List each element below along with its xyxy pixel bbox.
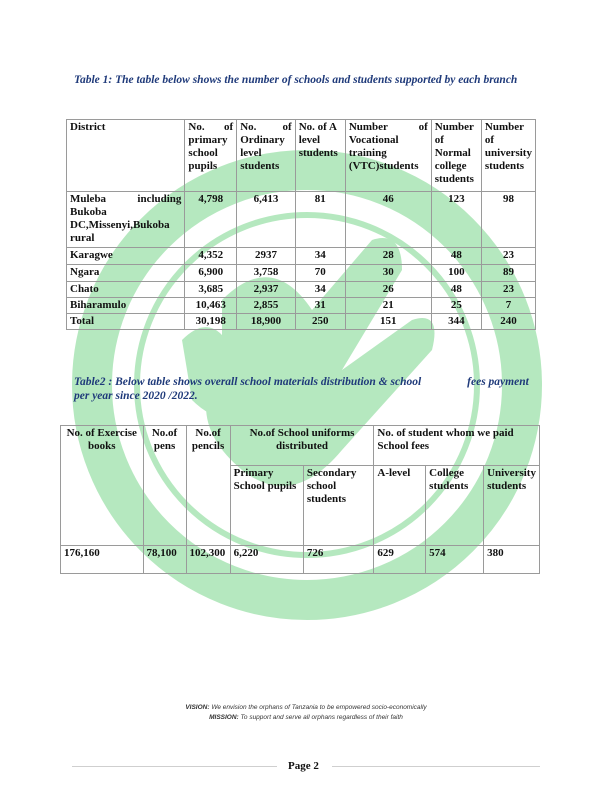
mission-statement [0, 714, 612, 721]
value-cell: 81 [295, 192, 345, 248]
mission-text: To support and serve all orphans regardless of their faith [238, 714, 403, 721]
table-row [67, 192, 536, 248]
mission-label: MISSION: [209, 714, 239, 721]
header-pencils: No.of pencils [186, 426, 230, 546]
table2-header-row [61, 426, 540, 466]
value-cell: 7 [481, 298, 535, 314]
footer-rule-left [72, 766, 277, 767]
header-secondary-students: Secondary school students [303, 466, 373, 546]
value-cell: 23 [481, 248, 535, 265]
header-a-level: A-level [374, 466, 426, 546]
value-cell: 3,685 [185, 282, 237, 298]
value-cell: 6,900 [185, 265, 237, 282]
table-row [67, 248, 536, 265]
value-cell: 344 [431, 314, 481, 330]
header-university: Number of university students [481, 120, 535, 192]
header-normal-college: Number of Normal college students [431, 120, 481, 192]
value-cell: 30,198 [185, 314, 237, 330]
vision-statement [0, 704, 612, 711]
value-cell: 4,352 [185, 248, 237, 265]
value-cell: 380 [484, 546, 540, 574]
district-cell: Ngara [67, 265, 185, 282]
value-cell: 25 [431, 298, 481, 314]
value-cell: 176,160 [61, 546, 144, 574]
header-vocational: Number of Vocational training (VTC)students [345, 120, 431, 192]
value-cell: 100 [431, 265, 481, 282]
header-uniforms: No.of School uniforms distributed [230, 426, 374, 466]
value-cell: 28 [345, 248, 431, 265]
value-cell: 26 [345, 282, 431, 298]
value-cell: 34 [295, 282, 345, 298]
district-cell: Biharamulo [67, 298, 185, 314]
vision-text: We envision the orphans of Tanzania to be empowered socio-economically [209, 704, 427, 711]
header-university-students: University students [484, 466, 540, 546]
footer-rule-right [332, 766, 540, 767]
district-cell: Chato [67, 282, 185, 298]
value-cell: 151 [345, 314, 431, 330]
header-district: District [67, 120, 185, 192]
table-row-total [67, 314, 536, 330]
header-pens: No.of pens [143, 426, 186, 546]
value-cell: 70 [295, 265, 345, 282]
schools-students-table [66, 119, 536, 330]
value-cell: 89 [481, 265, 535, 282]
value-cell: 6,220 [230, 546, 303, 574]
value-cell: 48 [431, 248, 481, 265]
value-cell: 23 [481, 282, 535, 298]
header-exercise-books: No. of Exercise books [61, 426, 144, 546]
value-cell: 78,100 [143, 546, 186, 574]
value-cell: 726 [303, 546, 373, 574]
value-cell: 102,300 [186, 546, 230, 574]
table-row [67, 265, 536, 282]
header-primary: No. of primary school pupils [185, 120, 237, 192]
value-cell: 2,855 [237, 298, 296, 314]
value-cell: 123 [431, 192, 481, 248]
table1-header-row [67, 120, 536, 192]
header-college-students: College students [426, 466, 484, 546]
page-number: Page 2 [288, 760, 319, 772]
value-cell: 2,937 [237, 282, 296, 298]
header-fees: No. of student whom we paid School fees [374, 426, 540, 466]
value-cell: 2937 [237, 248, 296, 265]
materials-distribution-table [60, 425, 540, 574]
value-cell: 34 [295, 248, 345, 265]
value-cell: 18,900 [237, 314, 296, 330]
value-cell: 30 [345, 265, 431, 282]
value-cell: 10,463 [185, 298, 237, 314]
table-row [61, 546, 540, 574]
table-row [67, 298, 536, 314]
value-cell: 6,413 [237, 192, 296, 248]
table2-caption: Table2 : Below table shows overall school materials distribution & school fees payment per year since 2020 /2022. [74, 376, 532, 402]
value-cell: 629 [374, 546, 426, 574]
value-cell: 98 [481, 192, 535, 248]
value-cell: 21 [345, 298, 431, 314]
district-cell: Karagwe [67, 248, 185, 265]
vision-label: VISION: [185, 704, 210, 711]
value-cell: 31 [295, 298, 345, 314]
header-ordinary: No. of Ordinary level students [237, 120, 296, 192]
value-cell: 48 [431, 282, 481, 298]
value-cell: 574 [426, 546, 484, 574]
header-primary-pupils: Primary School pupils [230, 466, 303, 546]
value-cell: 240 [481, 314, 535, 330]
table-row [67, 282, 536, 298]
table1-caption: Table 1: The table below shows the number of schools and students supported by each branch [74, 74, 518, 86]
value-cell: 3,758 [237, 265, 296, 282]
district-cell: Muleba including Bukoba DC,Missenyi,Bukoba rural [67, 192, 185, 248]
header-a-level: No. of A level students [295, 120, 345, 192]
value-cell: 4,798 [185, 192, 237, 248]
value-cell: 250 [295, 314, 345, 330]
district-cell: Total [67, 314, 185, 330]
value-cell: 46 [345, 192, 431, 248]
